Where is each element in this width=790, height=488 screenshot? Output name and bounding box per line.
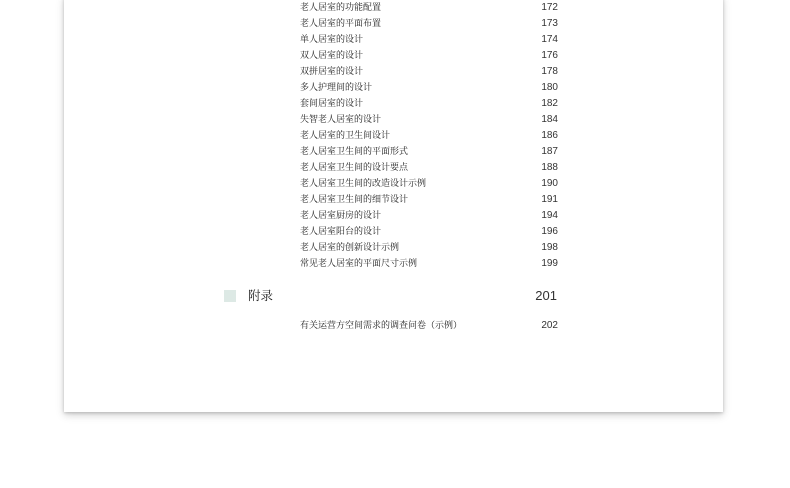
toc-row: [300, 64, 558, 80]
toc-row: [300, 16, 558, 32]
toc-entry-page: 187: [541, 146, 558, 157]
toc-entry-page: 176: [541, 50, 558, 61]
toc-entry-title: 老人居室卫生间的细节设计: [300, 195, 409, 205]
toc-entry-page: 184: [541, 114, 558, 125]
toc-entry-page: 196: [541, 226, 558, 237]
toc-entry-page: 188: [541, 162, 558, 173]
toc-row: [300, 128, 558, 144]
toc-row: [300, 48, 558, 64]
toc-entry-page: 186: [541, 130, 558, 141]
toc-row: [300, 80, 558, 96]
appendix-list: [300, 318, 558, 334]
toc-entry-page: 199: [541, 258, 558, 269]
toc-entry-page: 202: [541, 320, 558, 331]
toc-row: [300, 144, 558, 160]
appendix-heading: [224, 286, 557, 306]
toc-entry-page: 178: [541, 66, 558, 77]
toc-entry-page: 191: [541, 194, 558, 205]
section-marker-square: [224, 290, 236, 302]
toc-entry-title: 常见老人居室的平面尺寸示例: [300, 259, 418, 269]
toc-entry-title: 套间居室的设计: [300, 99, 364, 109]
toc-entry-title: 有关运营方空间需求的调查问卷（示例）: [300, 321, 463, 331]
toc-row: [300, 96, 558, 112]
toc-entry-title: 老人居室阳台的设计: [300, 227, 382, 237]
toc-row: [300, 0, 558, 16]
toc-entry-page: 194: [541, 210, 558, 221]
toc-row: [300, 160, 558, 176]
toc-row: [300, 240, 558, 256]
document-page: [64, 0, 723, 412]
toc-entry-title: 老人居室卫生间的平面形式: [300, 147, 409, 157]
toc-row: [300, 32, 558, 48]
toc-row: [300, 318, 558, 334]
toc-entry-title: 老人居室卫生间的改造设计示例: [300, 179, 427, 189]
toc-entry-title: 失智老人居室的设计: [300, 115, 382, 125]
appendix-label: 附录: [248, 288, 274, 303]
toc-entry-title: 多人护理间的设计: [300, 83, 373, 93]
toc-entry-page: 172: [541, 2, 558, 13]
toc-row: [300, 112, 558, 128]
toc-entry-title: 老人居室卫生间的设计要点: [300, 163, 409, 173]
toc-list: [300, 0, 558, 272]
toc-entry-page: 198: [541, 242, 558, 253]
toc-entry-title: 双拼居室的设计: [300, 67, 364, 77]
toc-row: [300, 256, 558, 272]
toc-entry-title: 老人居室的功能配置: [300, 3, 382, 13]
toc-row: [300, 176, 558, 192]
toc-entry-title: 双人居室的设计: [300, 51, 364, 61]
toc-row: [300, 208, 558, 224]
toc-entry-page: 174: [541, 34, 558, 45]
toc-entry-title: 单人居室的设计: [300, 35, 364, 45]
toc-row: [300, 192, 558, 208]
toc-entry-page: 182: [541, 98, 558, 109]
toc-entry-page: 180: [541, 82, 558, 93]
toc-entry-title: 老人居室厨房的设计: [300, 211, 382, 221]
appendix-page: 201: [535, 288, 557, 303]
toc-entry-title: 老人居室的创新设计示例: [300, 243, 400, 253]
toc-entry-title: 老人居室的卫生间设计: [300, 131, 391, 141]
toc-entry-page: 173: [541, 18, 558, 29]
toc-row: [300, 224, 558, 240]
toc-entry-page: 190: [541, 178, 558, 189]
toc-entry-title: 老人居室的平面布置: [300, 19, 382, 29]
